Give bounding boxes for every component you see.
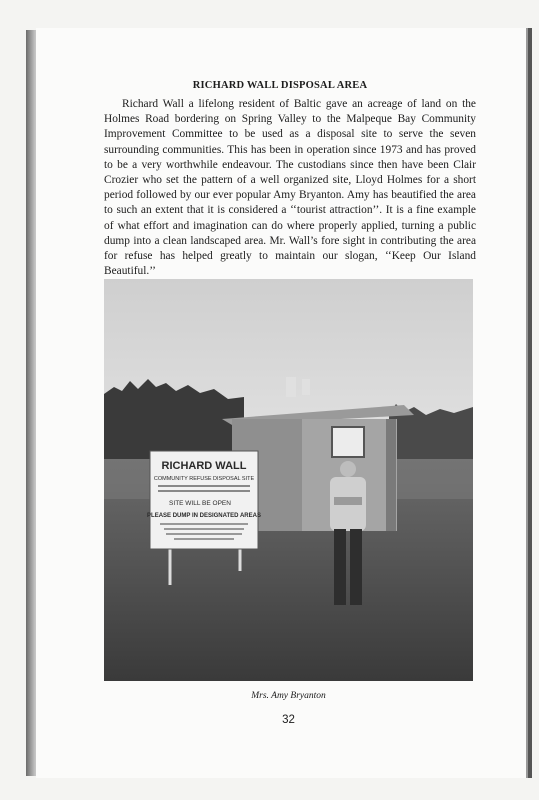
sign-line-2: COMMUNITY REFUSE DISPOSAL SITE [153,476,255,482]
sign-line-4: PLEASE DUMP IN DESIGNATED AREAS [147,513,261,519]
photo-caption: Mrs. Amy Bryanton [251,691,326,701]
page-number: 32 [282,714,295,726]
photograph [104,279,473,681]
sign-line-3: SITE WILL BE OPEN [169,500,231,507]
sign-line-1: RICHARD WALL [161,460,247,472]
page-title: RICHARD WALL DISPOSAL AREA [192,80,368,91]
body-paragraph: Richard Wall a lifelong resident of Baltic gave an acreage of land on the Holmes Road bordering on Spring Valley to the Malpeque Bay Community Improvement Committee to be used as a disposal site to serve the seven surrounding communities. This has been in operation since 1973 and has proved to be a very worthwhile endeavour. The custodians since then have been Clair Crozier who set the pattern of a well organized site, Lloyd Holmes for a short period followed by our ever popular Amy Bryanton. Amy has beautified the area to such an extent that it is considered a ‘‘tourist attraction’’. It is a fine example of what effort and imagination can do where properly applied, turning a public dump into a clean landscaped area. Mr. Wall’s fore sight in contributing the area for refuse has helped greatly to maintain our slogan, ‘‘Keep Our Island Beautiful.’’ [104,98,476,278]
